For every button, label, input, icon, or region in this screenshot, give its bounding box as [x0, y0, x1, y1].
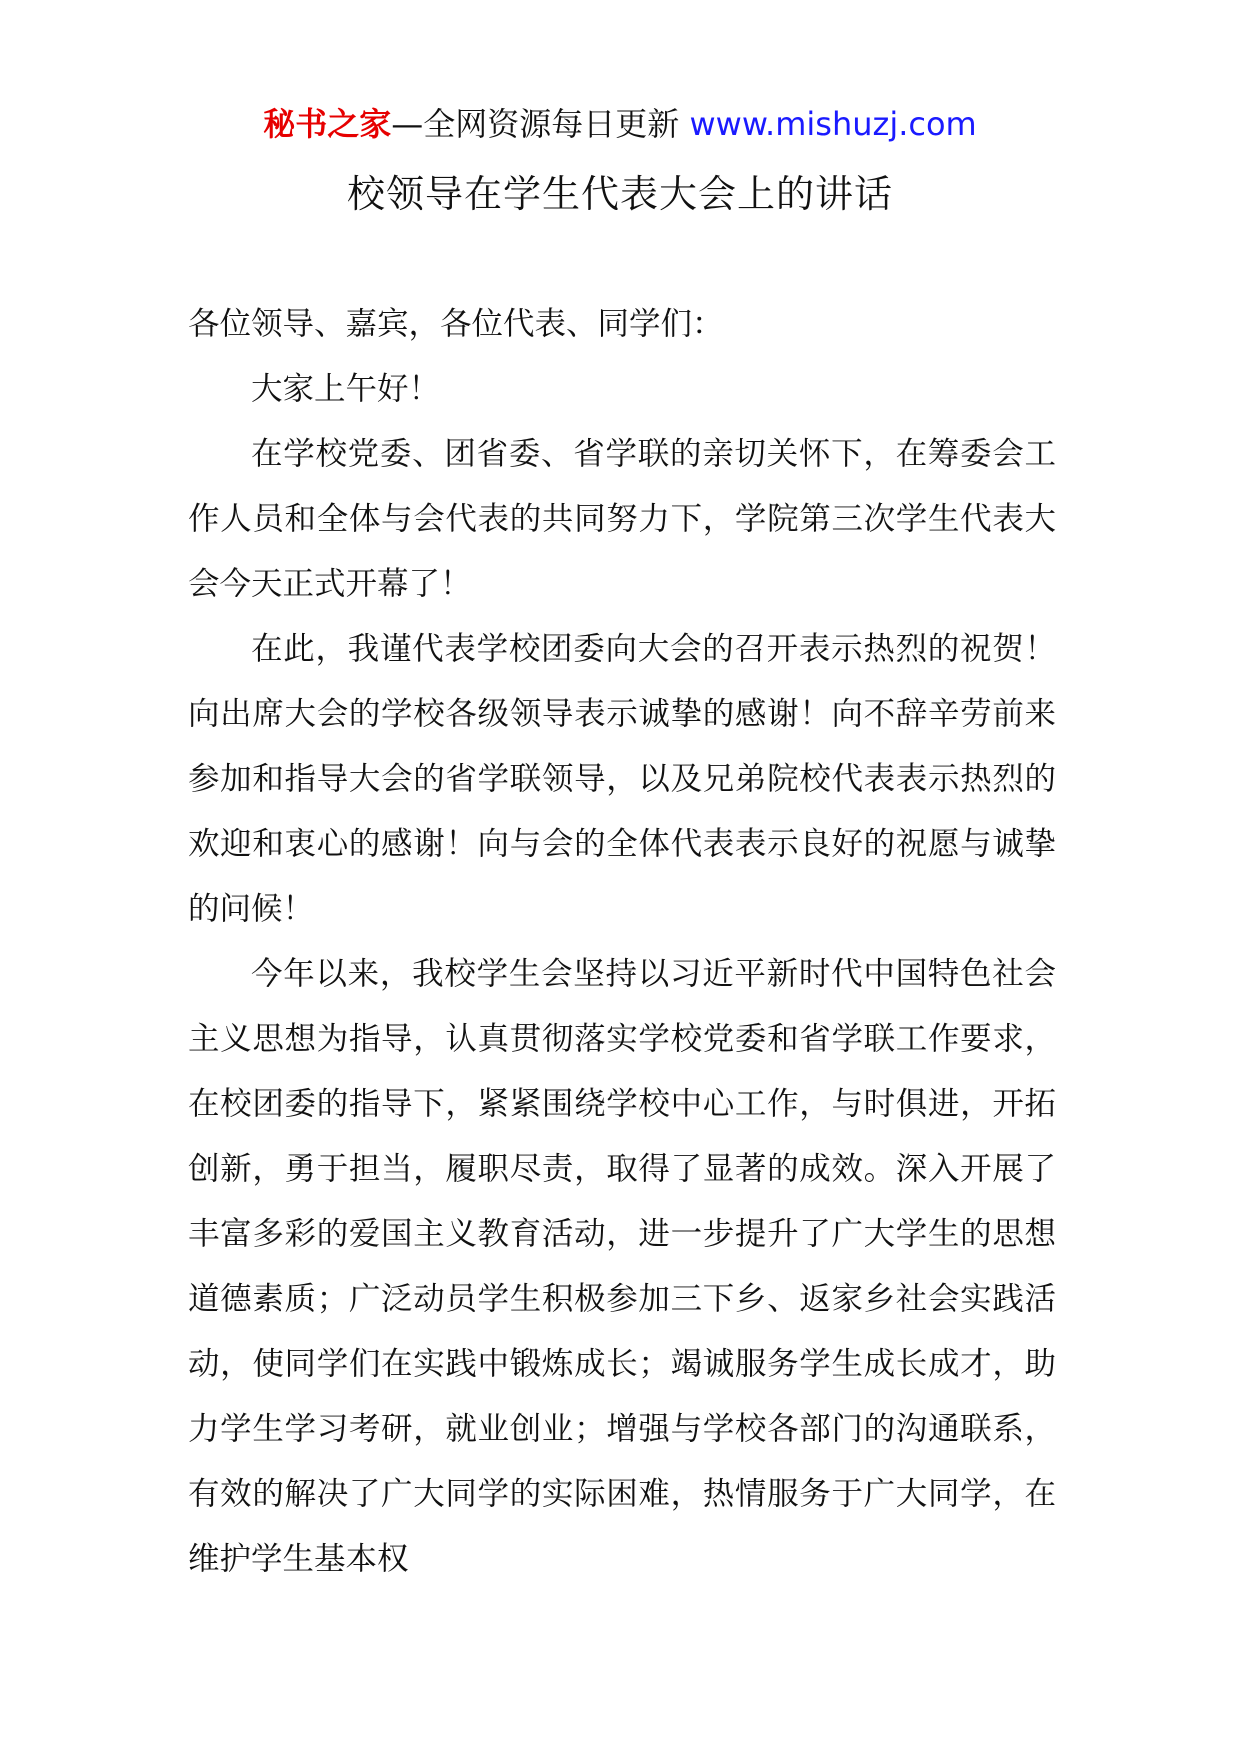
- document-title: 校领导在学生代表大会上的讲话: [346, 172, 893, 216]
- document-body: [188, 292, 1056, 1592]
- brand-name: 秘书之家: [263, 105, 392, 143]
- site-url[interactable]: www.mishuzj.com: [689, 105, 977, 143]
- paragraph-congratulations: 在此，我谨代表学校团委向大会的召开表示热烈的祝贺！向出席大会的学校各级领导表示诚挚的感谢！向不辞辛劳前来参加和指导大会的省学联领导，以及兄弟院校代表表示热烈的欢迎和衷心的感谢！向与会的全体代表表示良好的祝愿与诚挚的问候！: [188, 631, 1056, 927]
- salutation: 各位领导、嘉宾，各位代表、同学们：: [188, 306, 724, 342]
- paragraph-greeting: 大家上午好！: [251, 371, 441, 407]
- paragraph-opening: 在学校党委、团省委、省学联的亲切关怀下，在筹委会工作人员和全体与会代表的共同努力下，学院第三次学生代表大会今天正式开幕了！: [188, 436, 1056, 602]
- paragraph-achievements: 今年以来，我校学生会坚持以习近平新时代中国特色社会主义思想为指导，认真贯彻落实学校党委和省学联工作要求，在校团委的指导下，紧紧围绕学校中心工作，与时俱进，开拓创新，勇于担当，履职尽责，取得了显著的成效。深入开展了丰富多彩的爱国主义教育活动，进一步提升了广大学生的思想道德素质；广泛动员学生积极参加三下乡、返家乡社会实践活动，使同学们在实践中锻炼成长；竭诚服务学生成长成才，助力学生学习考研，就业创业；增强与学校各部门的沟通联系，有效的解决了广大同学的实际困难，热情服务于广大同学，在维护学生基本权: [188, 956, 1056, 1577]
- header-tagline: —全网资源每日更新: [391, 105, 680, 143]
- site-header: [0, 100, 1240, 148]
